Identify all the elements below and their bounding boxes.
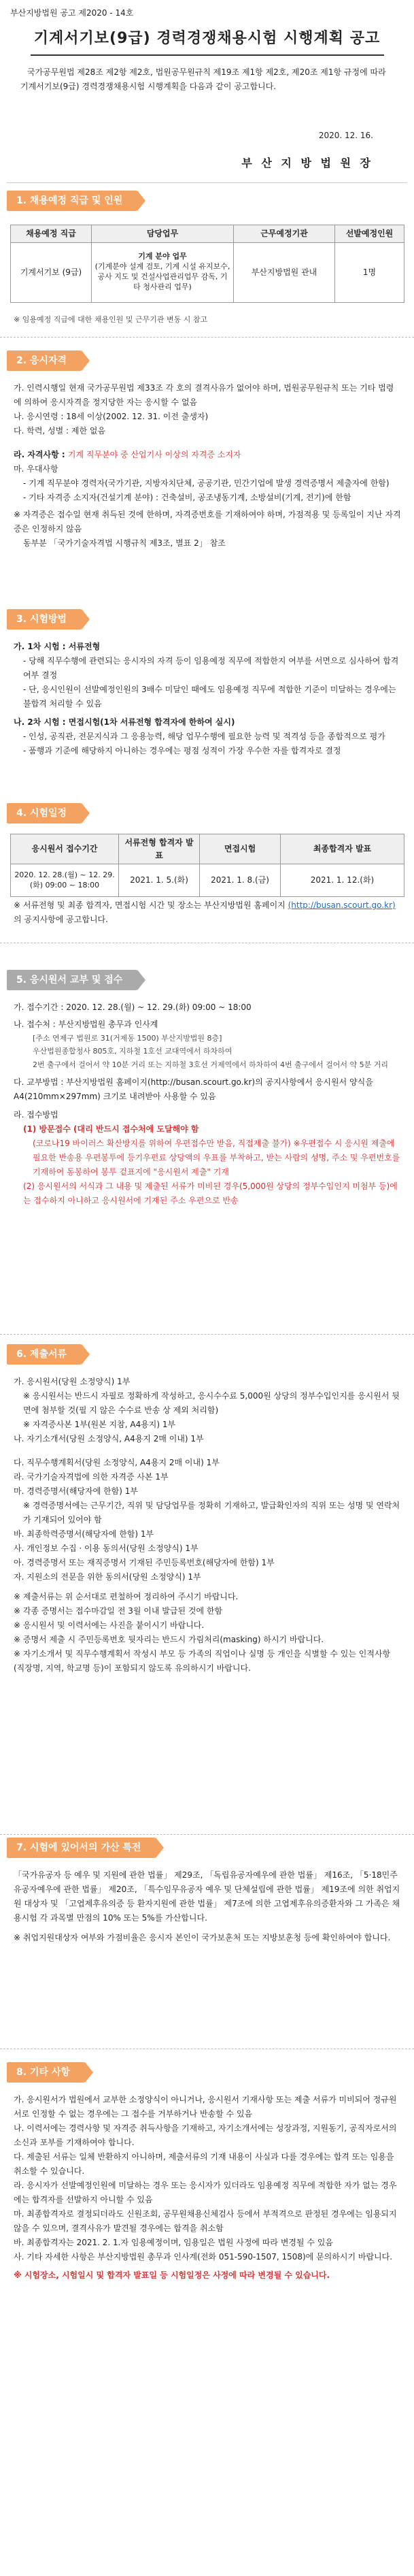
announcement-date: 2020. 12. 16. <box>318 131 373 140</box>
preference-item: - 기계 직무분야 경력자(국가기관, 지방자치단체, 공공기관, 민간기업에 발생 경력증명서 제출자에 한함) <box>23 478 390 488</box>
notice-number: 부산지방법원 공고 제2020 - 14호 <box>10 8 134 18</box>
misc-item: 라. 응시자가 선발예정인원에 미달하는 경우 또는 응시자가 있더라도 임용예정 직무에 적합한 자가 없는 경우에는 합격자를 선발하지 아니할 수 있음 <box>14 2181 397 2204</box>
table-header: 근무예정기관 <box>234 225 335 243</box>
duty-description: (기계분야 설계 검토, 기계 시설 유지보수, 공사 지도 및 건설사업관리업무 감독, 기타 청사관리 업무) <box>94 262 230 291</box>
intro-paragraph: 국가공무원법 제28조 제2항 제2호, 법원공무원규칙 제19조 제1항 제2호, 제20조 제1항 규정에 따라 기계서기보(9급) 경력경쟁채용시험 시행계획을 다음과 같이 공고합니다. <box>20 67 386 91</box>
section-1-note: ※ 임용예정 직급에 대한 채용인원 및 근무기관 변동 시 참고 <box>14 315 208 324</box>
submission-method-1: (1) 방문접수 (대리 반드시 접수처에 도달해야 함 <box>23 1124 199 1134</box>
document-note: ※ 자기소개서 및 직무수행계획서 작성시 부모 등 가족의 직업이나 실명 등 개인을 식별할 수 있는 인적사항(직장명, 지역, 학교명 등)이 포함되지 않도록 유의하시기 바랍니다. <box>14 1649 391 1673</box>
document-item: 다. 직무수행계획서(당원 소정양식, A4용지 2매 이내) 1부 <box>14 1458 220 1467</box>
distribution-method: 다. 교부방법 : 부산지방법원 홈페이지(http://busan.scourt.go.kr)의 공지사항에서 응시원서 양식을 A4(210mm×297mm) 크기로 내려받아 사용할 수 있음 <box>14 1077 373 1101</box>
misc-item: 사. 기타 자세한 사항은 부산지방법원 총무과 인사계(전화 051-590-1507, 1508)에 문의하시기 바랍니다. <box>14 2252 393 2262</box>
table-header: 최종합격자 발표 <box>281 834 404 864</box>
document-item: 사. 개인정보 수집 · 이용 동의서(당원 소정양식) 1부 <box>14 1544 199 1553</box>
document-item: 아. 경력증명서 또는 재직증명서 기재된 주민등록번호(해당자에 한함) 1부 <box>14 1558 275 1567</box>
court-homepage-link[interactable]: (http://busan.scourt.go.kr) <box>288 900 396 910</box>
page-title: 기계서기보(9급) 경력경쟁채용시험 시행계획 공고 <box>0 27 414 56</box>
divider <box>0 1834 414 1835</box>
submission-method-heading: 라. 접수방법 <box>14 1109 58 1120</box>
qualification-item: 나. 응시연령 : 18세 이상(2002. 12. 31. 이전 출생자) <box>14 412 209 421</box>
issuing-organization: 부 산 지 방 법 원 장 <box>241 157 373 169</box>
office-address: [주소 연제구 법원로 31(거제동 1500) 부산지방법원 8층] <box>33 1034 222 1043</box>
table-header: 서류전형 합격자 발표 <box>119 834 200 864</box>
section-4-heading: 4. 시험일정 <box>7 803 82 824</box>
table-cell-duty <box>92 242 234 302</box>
submission-method-2: (2) 응시원서의 서식과 그 내용 및 제출된 서류가 미비된 경우(5,000원 상당의 정부수입인지 미첨부 등)에는 접수하지 아니하고 응시원서에 기재된 주소 우편으로 반송 <box>23 1181 398 1205</box>
document-note: ※ 증명서 제출 시 주민등록번호 뒷자리는 반드시 가림처리(masking) 하시기 바랍니다. <box>14 1635 324 1644</box>
table-header: 채용예정 직급 <box>11 225 92 243</box>
table-header: 응시원서 접수기간 <box>11 834 119 864</box>
divider <box>0 337 414 338</box>
office-address: 우산법원종합청사 805호, 지하철 1호선 교대역에서 하차하여 <box>33 1047 232 1056</box>
schedule-note: ※ 서류전형 및 최종 합격자, 면접시험 시간 및 장소는 부산지방법원 홈페이지 (http://busan.scourt.go.kr)의 공지사항에 공고합니다. <box>14 900 396 924</box>
bonus-paragraph: 「국가유공자 등 예우 및 지원에 관한 법률」 제29조, 「독립유공자예우에 관한 법률」 제16조, 「5·18민주유공자예우에 관한 법률」 제20조, 「특수임무유공자 예우 및 단체설립에 관한 법률」 제19조에 의한 취업지원 대상자 및 「고엽제후유의증 등 환자지원에 관한 법률」 제7조에 의한 고엽제후유의증환자와 그 가족은 채용시험 각 과목별 만점의 10% 또는 5%를 가산합니다. <box>14 1870 400 1923</box>
exam-stage-2-item: - 품행과 기준에 해당하지 아니하는 경우에는 평점 성적이 가장 우수한 자를 합격자로 결정 <box>23 746 341 755</box>
misc-item: 마. 최종합격자로 결정되더라도 신원조회, 공무원채용신체검사 등에서 부적격으로 판정된 경우에는 임용되지 않을 수 있으며, 결격사유가 발견될 경우에는 합격을 취소함 <box>14 2209 397 2233</box>
qualification-note: ※ 자격증은 접수일 현재 취득된 것에 한하며, 자격증번호를 기재하여야 하며, 가점적용 및 등록일이 지난 자격증은 인정하지 않음 <box>14 510 401 534</box>
document-item: 바. 최종학력증명서(해당자에 한함) 1부 <box>14 1529 154 1539</box>
document-item: 자. 지원소의 전문을 위한 동의서(당원 소정양식) 1부 <box>14 1572 201 1582</box>
preference-heading: 마. 우대사항 <box>14 464 58 474</box>
document-note: ※ 자격증사본 1부(원본 지참, A4용지) 1부 <box>23 1420 176 1429</box>
application-period: 가. 접수기간 : 2020. 12. 28.(월) ~ 12. 29.(화) 09:00 ~ 18:00 <box>14 1002 252 1012</box>
section-7-body <box>14 1868 401 1945</box>
table-cell-office: 부산지방법원 관내 <box>234 242 335 302</box>
table-cell: 2021. 1. 5.(화) <box>119 864 200 897</box>
qualification-item: 다. 학력, 성별 : 제한 없음 <box>14 426 106 436</box>
submission-method-1-note: (코로나19 바이러스 확산방지를 위하여 우편접수만 받음, 직접제출 불가) ※우편접수 시 응시원 제출에 필요한 반송용 우편봉투에 등기우편료 상당액의 우표를 부착하고, 받는 사람의 성명, 주소 및 우편번호를 기재하여 동봉하여 봉투 겉표지에 "응시원서 제출" 기재 <box>33 1138 400 1177</box>
section-5-body <box>14 1000 401 1208</box>
section-3-body <box>14 640 401 758</box>
document-note: ※ 경력증명서에는 근무기간, 직위 및 담당업무를 정확히 기재하고, 발급확인자의 직위 또는 성명 및 연락처가 기재되어 있어야 함 <box>23 1501 400 1525</box>
exam-stage-2: 나. 2차 시험 : 면접시험(1차 서류전형 합격자에 한하여 실시) <box>14 717 235 727</box>
exam-stage-1: 가. 1차 시험 : 서류전형 <box>14 642 101 651</box>
office-address: 2번 출구에서 걸어서 약 10분 거리 또는 지하철 3호선 거제역에서 하차하여 4번 출구에서 걸어서 약 5분 거리 <box>33 1060 388 1069</box>
section-7-heading: 7. 시험에 있어서의 가산 특전 <box>7 1838 156 1858</box>
misc-item: 바. 최종합격자는 2021. 2. 1.자 임용예정이며, 임용일은 법원 사정에 따라 변경될 수 있음 <box>14 2238 334 2247</box>
application-office: 나. 접수처 : 부산지방법원 총무과 인사계 <box>14 1020 158 1029</box>
schedule-table <box>10 834 404 897</box>
divider <box>0 1334 414 1335</box>
document-note: ※ 응시원서는 반드시 자필로 정확하게 작성하고, 응시수수료 5,000원 상당의 정부수입인지를 응시원서 뒷면에 첨부할 것(필 지 않은 수수료 반송 상 제외 처리함) <box>23 1391 400 1415</box>
document-item: 가. 응시원서(당원 소정양식) 1부 <box>14 1377 131 1386</box>
section-5-heading: 5. 응시원서 교부 및 접수 <box>7 970 137 990</box>
table-header: 담당업무 <box>92 225 234 243</box>
table-cell-grade: 기계서기보 (9급) <box>11 242 92 302</box>
document-note: ※ 응시원서 및 이력서에는 사진을 붙이시기 바랍니다. <box>14 1620 205 1630</box>
misc-item: 나. 이력서에는 경력사항 및 자격증 취득사항을 기재하고, 자기소개서에는 성장과정, 지원동기, 공직자로서의 소신과 포부를 기재하여야 합니다. <box>14 2123 397 2147</box>
exam-stage-2-item: - 인성, 공직관, 전문지식과 그 응용능력, 해당 업무수행에 필요한 능력 및 적격성 등을 종합적으로 평가 <box>23 732 385 741</box>
section-8-heading: 8. 기타 사항 <box>7 2062 85 2083</box>
section-2-body <box>14 381 401 551</box>
document-note: ※ 각종 증명서는 접수마감일 전 3월 이내 발급된 것에 한함 <box>14 1606 223 1616</box>
divider <box>7 182 407 183</box>
exam-stage-1-item: - 단, 응시인원이 선발예정인원의 3배수 미달인 때에도 임용예정 직무에 적합한 기준이 미달하는 경우에는 불합격 처리할 수 있음 <box>23 685 396 708</box>
misc-item: 가. 응시원서가 법원에서 교부한 소정양식이 아니거나, 응시원서 기재사항 또는 제출 서류가 미비되어 정규원서로 인정할 수 없는 경우에는 그 접수를 거부하거나 반송할 수 있음 <box>14 2095 397 2119</box>
exam-stage-1-item: - 당해 직무수행에 관련되는 응시자의 자격 등이 임용예정 직무에 적합한지 여부를 서면으로 심사하여 합격 여부 결정 <box>23 656 399 680</box>
document-note: ※ 제출서류는 위 순서대로 편철하여 정리하여 주시기 바랍니다. <box>14 1592 239 1601</box>
table-cell-count: 1명 <box>335 242 404 302</box>
license-requirement: 라. 자격사항 : 기계 직무분야 중 산업기사 이상의 자격증 소지자 <box>14 450 241 459</box>
license-requirement-value: 기계 직무분야 중 산업기사 이상의 자격증 소지자 <box>67 450 241 459</box>
qualification-item: 가. 인력시행일 현재 국가공무원법 제33조 각 호의 결격사유가 없어야 하며, 법원공무원규칙 또는 기타 법령에 의하여 응시자격을 정지당한 자는 응시할 수 없음 <box>14 383 394 407</box>
misc-item: 다. 제출된 서류는 일체 반환하지 아니하며, 제출서류의 기재 내용이 사실과 다를 경우에는 합격 또는 임용을 취소할 수 있습니다. <box>14 2152 394 2176</box>
section-3-heading: 3. 시험방법 <box>7 609 82 630</box>
section-1-heading: 1. 채용예정 직급 및 인원 <box>7 191 137 211</box>
section-6-heading: 6. 제출서류 <box>7 1344 82 1365</box>
document-item: 마. 경력증명서(해당자에 한함) 1부 <box>14 1486 138 1496</box>
table-cell: 2021. 1. 8.(금) <box>200 864 281 897</box>
section-2-heading: 2. 응시자격 <box>7 350 82 371</box>
final-notice: ※ 시험장소, 시험일시 및 합격자 발표일 등 시험일정은 사정에 따라 변경될 수 있습니다. <box>14 2270 330 2280</box>
section-8-body <box>14 2093 401 2283</box>
table-header: 면접시험 <box>200 834 281 864</box>
table-header: 선발예정인원 <box>335 225 404 243</box>
document-item: 나. 자기소개서(당원 소정양식, A4용지 2매 이내) 1부 <box>14 1434 204 1444</box>
table-cell: 2020. 12. 28.(월) ~ 12. 29.(화) 09:00 ~ 18:00 <box>11 864 119 897</box>
document-item: 라. 국가기술자격법에 의한 자격증 사본 1부 <box>14 1472 169 1482</box>
qualification-note-ref: 동부분 「국가기술자격법 시행규칙 제3조, 별표 2」 참조 <box>23 538 226 548</box>
duty-heading: 기계 분야 업무 <box>138 252 187 261</box>
preference-item: - 기타 자격증 소지자(건설기계 분야) : 건축설비, 공조냉동기계, 소방설비(기계, 전기)에 한함 <box>23 493 351 502</box>
table-cell: 2021. 1. 12.(화) <box>281 864 404 897</box>
section-6-body <box>14 1375 401 1676</box>
bonus-note: ※ 취업지원대상자 여부와 가점비율은 응시자 본인이 국가보훈처 또는 지방보훈청 등에 확인하여야 합니다. <box>14 1933 391 1942</box>
recruitment-table <box>10 225 404 303</box>
